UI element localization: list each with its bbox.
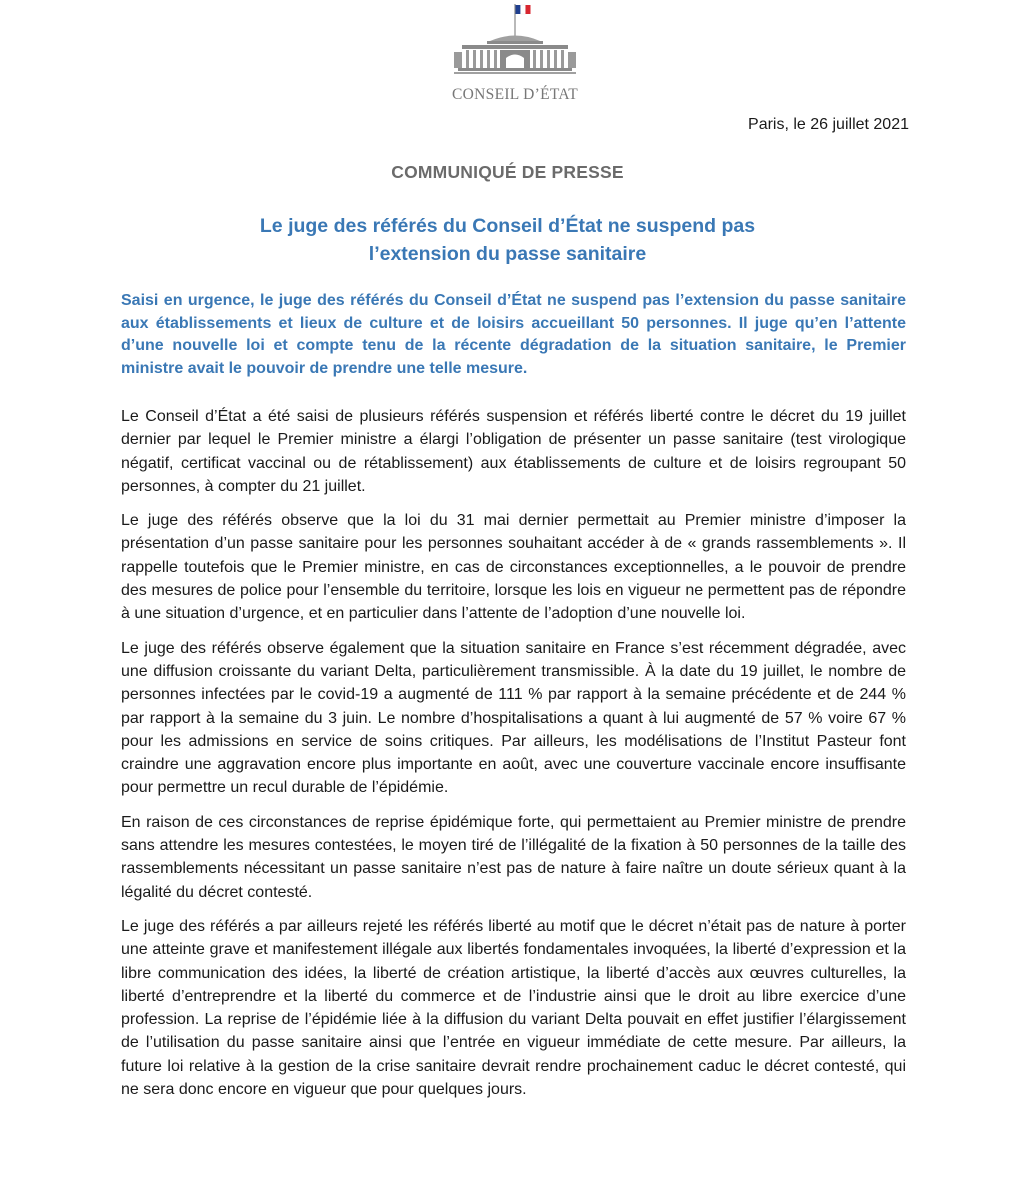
- body-text: [121, 405, 906, 1112]
- document-kicker: COMMUNIQUÉ DE PRESSE: [391, 162, 624, 182]
- date-line: Paris, le 26 juillet 2021: [748, 116, 909, 133]
- palais-royal-building-icon: [440, 0, 590, 88]
- flag-red: [526, 5, 531, 14]
- title-line-2: l’extension du passe sanitaire: [368, 243, 647, 265]
- title-line-1: Le juge des référés du Conseil d’État ne suspend pas: [259, 215, 756, 237]
- press-release-title: [0, 212, 1015, 268]
- body-paragraph: Le juge des référés a par ailleurs rejeté les référés liberté au motif que le décret n’était pas de nature à porter une atteinte grave et manifestement illégale aux libertés fondamentales invoquées, la liberté d’expression et la libre communication des idées, la liberté de création artistique, la liberté d’accès aux œuvres culturelles, la liberté d’entreprendre et la liberté du commerce et de l’industrie ainsi que le droit au libre exercice d’une profession. La reprise de l’épidémie liée à la diffusion du variant Delta pouvait en effet justifier l’élargissement de l’utilisation du passe sanitaire ainsi que l’entrée en vigueur immédiate de cette mesure. Par ailleurs, la future loi relative à la gestion de la crise sanitaire devrait rendre prochainement caduc le décret contesté, qui ne sera donc encore en vigueur que pour quelques jours.: [121, 917, 906, 1099]
- logo-wordmark: CONSEIL D’ÉTAT: [452, 86, 578, 103]
- lead-paragraph: Saisi en urgence, le juge des référés du Conseil d’État ne suspend pas l’extension du passe sanitaire aux établissements et lieux de culture et de loisirs accueillant 50 personnes. Il juge qu’en l’attente d’une nouvelle loi et compte tenu de la récente dégradation de la situation sanitaire, le Premier ministre avait le pouvoir de prendre une telle mesure.: [121, 292, 906, 377]
- conseil-etat-logo: [440, 0, 590, 112]
- body-paragraph: Le Conseil d’État a été saisi de plusieurs référés suspension et référés liberté contre le décret du 19 juillet dernier par lequel le Premier ministre a élargi l’obligation de présenter un passe sanitaire (test virologique négatif, certificat vaccinal ou de rétablissement) aux établissements de culture et de loisirs regroupant 50 personnes, à compter du 21 juillet.: [121, 408, 906, 495]
- body-paragraph: Le juge des référés observe que la loi du 31 mai dernier permettait au Premier ministre d’imposer la présentation d’un passe sanitaire pour les personnes souhaitant accéder à de « grands rassemblements ». Il rappelle toutefois que le Premier ministre, en cas de circonstances exceptionnelles, a le pouvoir de prendre des mesures de police pour l’ensemble du territoire, lorsque les lois en vigueur ne permettent pas de répondre à une situation d’urgence, et en particulier dans l’attente de l’adoption d’une nouvelle loi.: [121, 512, 906, 623]
- body-paragraph: Le juge des référés observe également que la situation sanitaire en France s’est récemment dégradée, avec une diffusion croissante du variant Delta, particulièrement transmissible. À la date du 19 juillet, le nombre de personnes infectées par le covid-19 a augmenté de 111 % par rapport à la semaine précédente et de 244 % par rapport à la semaine du 3 juin. Le nombre d’hospitalisations a quant à lui augmenté de 57 % voire 67 % pour les admissions en service de soins critiques. Par ailleurs, les modélisations de l’Institut Pasteur font craindre une aggravation encore plus importante en août, avec une couverture vaccinale encore insuffisante pour permettre un recul durable de l’épidémie.: [121, 639, 906, 797]
- body-paragraph: En raison de ces circonstances de reprise épidémique forte, qui permettaient au Premier ministre de prendre sans attendre les mesures contestées, le moyen tiré de l’illégalité de la fixation à 50 personnes de la taille des rassemblements nécessitant un passe sanitaire n’est pas de nature à faire naître un doute sérieux quant à la légalité du décret contesté.: [121, 813, 906, 901]
- flag-white: [521, 5, 526, 14]
- flag-blue: [516, 5, 521, 14]
